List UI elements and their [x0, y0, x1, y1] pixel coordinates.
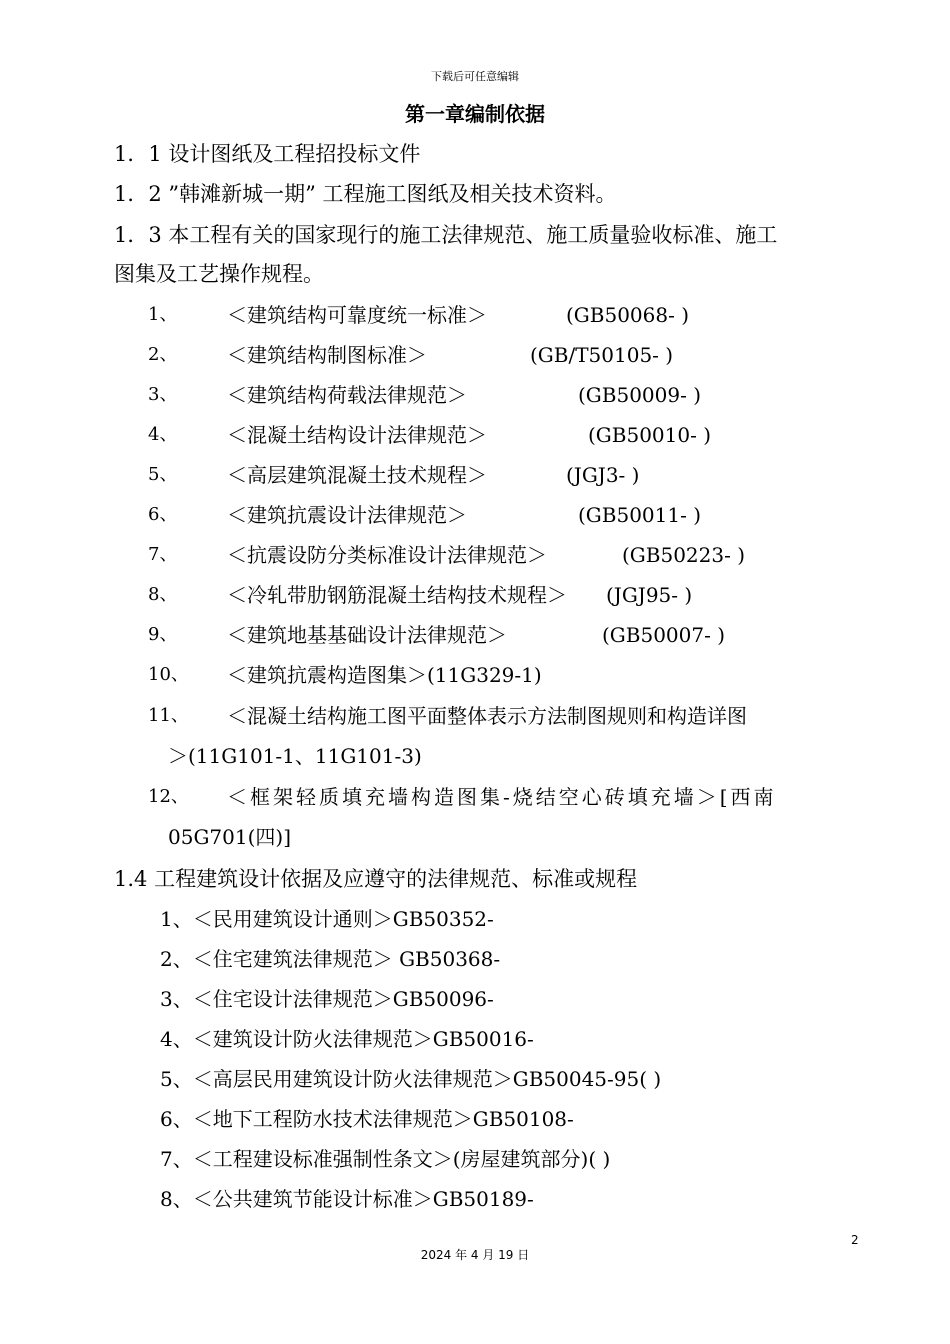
item-code: (GB50223- )	[622, 543, 746, 567]
item-number: 9、	[148, 624, 178, 645]
architecture-standard-item: 2、＜住宅建筑法律规范＞ GB50368-	[160, 947, 501, 971]
standard-item	[148, 503, 860, 527]
item-title: ＜建筑结构制图标准＞	[227, 343, 427, 367]
item-code: (GB50010- )	[588, 423, 712, 447]
architecture-standard-item: 3、＜住宅设计法律规范＞GB50096-	[160, 987, 494, 1011]
standard-item	[148, 583, 860, 607]
standard-item	[148, 423, 860, 447]
item-title: ＜建筑抗震设计法律规范＞	[227, 503, 467, 527]
standard-item	[148, 343, 860, 367]
architecture-standard-item: 6、＜地下工程防水技术法律规范＞GB50108-	[160, 1107, 574, 1131]
item-title: ＜混凝土结构设计法律规范＞	[227, 423, 487, 447]
item-title: ＜建筑地基基础设计法律规范＞	[227, 623, 507, 647]
page-footer-date: 2024 年 4 月 19 日	[420, 1248, 530, 1262]
standard-item	[148, 303, 860, 327]
item-11-continuation: ＞(11G101-1、11G101-3)	[168, 744, 422, 768]
item-number: 7、	[148, 544, 178, 565]
item-title: ＜抗震设防分类标准设计法律规范＞	[227, 543, 547, 567]
section-1-1: 1．1 设计图纸及工程招投标文件	[114, 142, 421, 166]
item-title: ＜高层建筑混凝土技术规程＞	[227, 463, 487, 487]
item-code: (GB50068- )	[566, 303, 690, 327]
item-number: 3、	[148, 384, 178, 405]
architecture-standard-item: 1、＜民用建筑设计通则＞GB50352-	[160, 907, 494, 931]
section-1-3: 1．3 本工程有关的国家现行的施工法律规范、施工质量验收标准、施工	[114, 223, 778, 247]
item-12-continuation: 05G701(四)]	[168, 825, 292, 849]
item-number: 8、	[148, 584, 178, 605]
item-code: (GB/T50105- )	[530, 343, 674, 367]
standard-item	[148, 543, 860, 567]
standard-item	[148, 704, 860, 728]
standard-item	[148, 785, 860, 809]
section-1-3-continuation: 图集及工艺操作规程。	[114, 262, 324, 286]
architecture-standard-item: 7、＜工程建设标准强制性条文＞(房屋建筑部分)( )	[160, 1147, 611, 1171]
item-number: 1、	[148, 304, 178, 325]
section-1-2: 1．2 ”韩滩新城一期” 工程施工图纸及相关技术资料。	[114, 182, 617, 206]
item-title: ＜建筑抗震构造图集＞(11G329-1)	[227, 663, 542, 687]
standard-item	[148, 623, 860, 647]
item-number: 5、	[148, 464, 178, 485]
item-number: 11、	[148, 705, 189, 726]
item-code: (GB50011- )	[578, 503, 702, 527]
page-number: 2	[851, 1233, 859, 1247]
item-code: (GB50009- )	[578, 383, 702, 407]
page-header: 下载后可任意编辑	[431, 70, 519, 83]
architecture-standard-item: 8、＜公共建筑节能设计标准＞GB50189-	[160, 1187, 534, 1211]
item-number: 6、	[148, 504, 178, 525]
item-title: ＜框架轻质填充墙构造图集-烧结空心砖填充墙＞[西南	[227, 785, 777, 809]
item-title: ＜混凝土结构施工图平面整体表示方法制图规则和构造详图	[227, 704, 747, 728]
chapter-title: 第一章编制依据	[405, 102, 545, 126]
item-code: (GB50007- )	[602, 623, 726, 647]
standard-item	[148, 663, 860, 687]
item-number: 2、	[148, 344, 178, 365]
item-number: 12、	[148, 786, 189, 807]
item-title: ＜建筑结构荷载法律规范＞	[227, 383, 467, 407]
architecture-standard-item: 5、＜高层民用建筑设计防火法律规范＞GB50045-95( )	[160, 1067, 662, 1091]
item-title: ＜建筑结构可靠度统一标准＞	[227, 303, 487, 327]
section-1-4: 1.4 工程建筑设计依据及应遵守的法律规范、标准或规程	[114, 867, 638, 891]
item-number: 10、	[148, 664, 189, 685]
architecture-standard-item: 4、＜建筑设计防火法律规范＞GB50016-	[160, 1027, 534, 1051]
standard-item	[148, 383, 860, 407]
standard-item	[148, 463, 860, 487]
item-code: (JGJ95- )	[606, 583, 693, 607]
item-title: ＜冷轧带肋钢筋混凝土结构技术规程＞	[227, 583, 567, 607]
item-code: (JGJ3- )	[566, 463, 640, 487]
item-number: 4、	[148, 424, 178, 445]
